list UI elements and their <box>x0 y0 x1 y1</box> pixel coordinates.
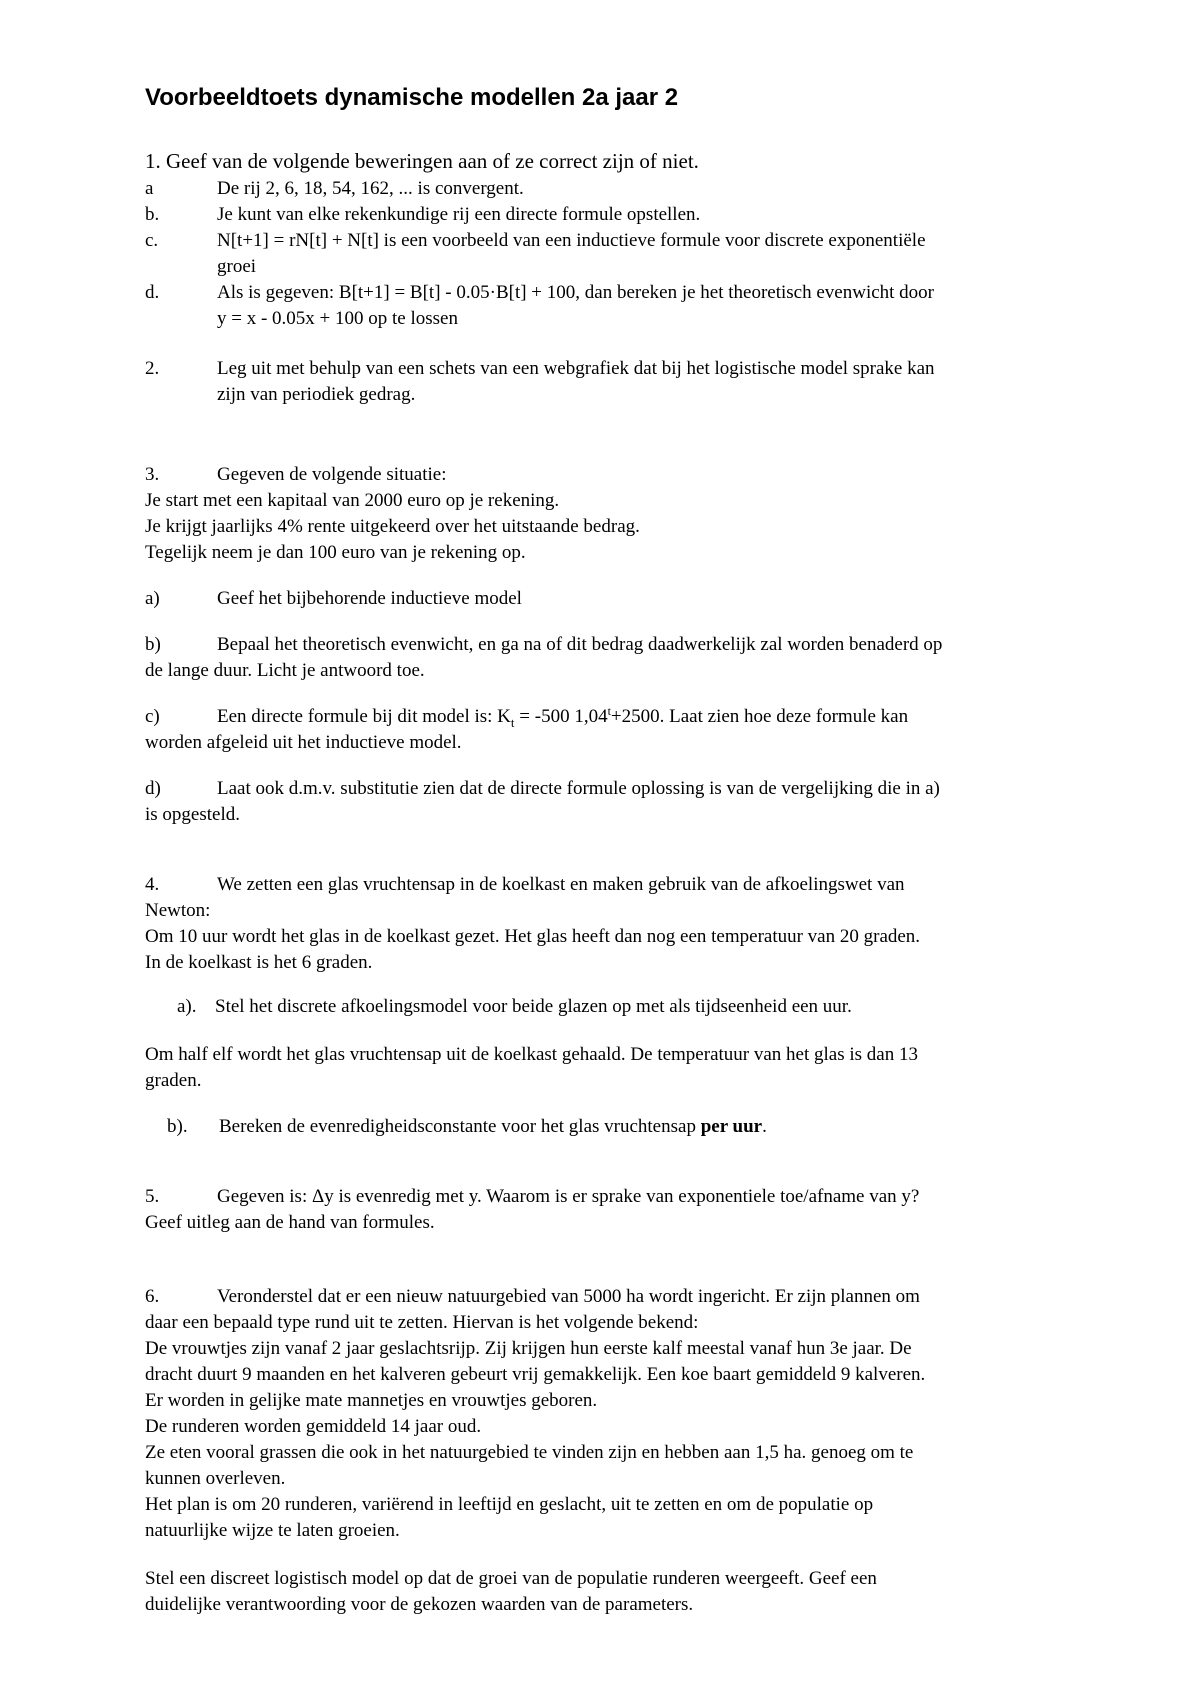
q6-line: De vrouwtjes zijn vanaf 2 jaar geslachtsrijp. Zij krijgen hun eerste kalf meestal vanaf hun 3e jaar. De <box>145 1338 912 1359</box>
q6-line: natuurlijke wijze te laten groeien. <box>145 1520 400 1541</box>
q5-label: 5. <box>145 1186 160 1207</box>
q4a-text: Stel het discrete afkoelingsmodel voor beide glazen op met als tijdseenheid een uur. <box>215 996 852 1017</box>
q3-context-line: Je krijgt jaarlijks 4% rente uitgekeerd over het uitstaande bedrag. <box>145 516 640 537</box>
q1-item-text: Als is gegeven: B[t+1] = B[t] - 0.05·B[t] + 100, dan bereken je het theoretisch evenwicht door <box>217 282 935 303</box>
q1-intro: 1. Geef van de volgende beweringen aan of ze correct zijn of niet. <box>145 149 699 173</box>
q6-final-line: Stel een discreet logistisch model op dat de groei van de populatie runderen weergeeft. Geef een <box>145 1568 877 1589</box>
q3c-text-post: +2500. Laat zien hoe deze formule kan <box>610 706 909 727</box>
q6-line: Het plan is om 20 runderen, variërend in leeftijd en geslacht, uit te zetten en om de populatie op <box>145 1494 874 1515</box>
q1-item-text: y = x - 0.05x + 100 op te lossen <box>217 308 458 329</box>
q3-head: Gegeven de volgende situatie: <box>217 464 447 485</box>
q4b-text-post: . <box>762 1116 767 1137</box>
q2-label: 2. <box>145 358 160 379</box>
q3a-label: a) <box>145 588 160 609</box>
q4b-text <box>219 1114 767 1140</box>
q1-item-text: Je kunt van elke rekenkundige rij een directe formule opstellen. <box>217 204 701 225</box>
q3d-label: d) <box>145 778 161 799</box>
q3b-text: Bepaal het theoretisch evenwicht, en ga na of dit bedrag daadwerkelijk zal worden benaderd op <box>217 634 943 655</box>
q3c-superscript: t <box>607 704 611 718</box>
q3a-text: Geef het bijbehorende inductieve model <box>217 588 522 609</box>
q4-line: Om 10 uur wordt het glas in de koelkast gezet. Het glas heeft dan nog een temperatuur van 20 graden. <box>145 926 921 947</box>
q3c-text: worden afgeleid uit het inductieve model. <box>145 732 462 753</box>
q3c-subscript: t <box>510 715 515 730</box>
q6-final-line: duidelijke verantwoording voor de gekozen waarden van de parameters. <box>145 1594 694 1615</box>
q3b-label: b) <box>145 634 161 655</box>
q4-line: Newton: <box>145 900 211 921</box>
q5-text: Geef uitleg aan de hand van formules. <box>145 1212 435 1233</box>
page-title: Voorbeeldtoets dynamische modellen 2a jaar 2 <box>145 84 679 111</box>
q2-text: Leg uit met behulp van een schets van een webgrafiek dat bij het logistische model sprake kan <box>217 358 935 379</box>
q2-text: zijn van periodiek gedrag. <box>217 384 416 405</box>
q3d-text: Laat ook d.m.v. substitutie zien dat de directe formule oplossing is van de vergelijking die in a) <box>217 778 940 799</box>
q3c-text <box>217 704 908 731</box>
q1-item-text: groei <box>217 256 257 277</box>
q3c-label: c) <box>145 706 160 727</box>
q6-line: dracht duurt 9 maanden en het kalveren gebeurt vrij gemakkelijk. Een koe baart gemiddeld 9 kalveren. <box>145 1364 926 1385</box>
q6-line: daar een bepaald type rund uit te zetten. Hiervan is het volgende bekend: <box>145 1312 699 1333</box>
q6-line: Ze eten vooral grassen die ook in het natuurgebied te vinden zijn en hebben aan 1,5 ha. genoeg om te <box>145 1442 914 1463</box>
q3-label: 3. <box>145 464 160 485</box>
q6-head: Veronderstel dat er een nieuw natuurgebied van 5000 ha wordt ingericht. Er zijn plannen om <box>217 1286 920 1307</box>
q4b-label: b). <box>167 1116 188 1137</box>
q5-text: Gegeven is: Δy is evenredig met y. Waarom is er sprake van exponentiele toe/afname van y? <box>217 1186 920 1207</box>
q3b-text: de lange duur. Licht je antwoord toe. <box>145 660 425 681</box>
q3c-text-pre: Een directe formule bij dit model is: K <box>217 706 511 727</box>
q1-item-text: N[t+1] = rN[t] + N[t] is een voorbeeld van een inductieve formule voor discrete exponentiële <box>217 230 926 251</box>
q3-context-line: Tegelijk neem je dan 100 euro van je rekening op. <box>145 542 526 563</box>
q4a-label: a). <box>177 996 197 1017</box>
q4b-text-pre: Bereken de evenredigheidsconstante voor het glas vruchtensap <box>219 1116 701 1137</box>
q4-label: 4. <box>145 874 160 895</box>
q4-mid-line: Om half elf wordt het glas vruchtensap uit de koelkast gehaald. De temperatuur van het glas is dan 13 <box>145 1044 918 1065</box>
q6-line: kunnen overleven. <box>145 1468 286 1489</box>
q1-item-text: De rij 2, 6, 18, 54, 162, ... is convergent. <box>217 178 524 199</box>
q4-head: We zetten een glas vruchtensap in de koelkast en maken gebruik van de afkoelingswet van <box>217 874 905 895</box>
q1-item-label: c. <box>145 230 159 251</box>
q4-mid-line: graden. <box>145 1070 202 1091</box>
q1-item-label: a <box>145 178 154 199</box>
q4b-text-bold: per uur <box>700 1116 763 1137</box>
q1-item-label: d. <box>145 282 160 303</box>
q1-item-label: b. <box>145 204 160 225</box>
q3c-text-mid: = -500 1,04 <box>514 706 608 727</box>
q3-context-line: Je start met een kapitaal van 2000 euro op je rekening. <box>145 490 560 511</box>
q6-line: Er worden in gelijke mate mannetjes en vrouwtjes geboren. <box>145 1390 598 1411</box>
q3d-text: is opgesteld. <box>145 804 240 825</box>
q6-line: De runderen worden gemiddeld 14 jaar oud. <box>145 1416 482 1437</box>
q4-line: In de koelkast is het 6 graden. <box>145 952 373 973</box>
q6-label: 6. <box>145 1286 160 1307</box>
